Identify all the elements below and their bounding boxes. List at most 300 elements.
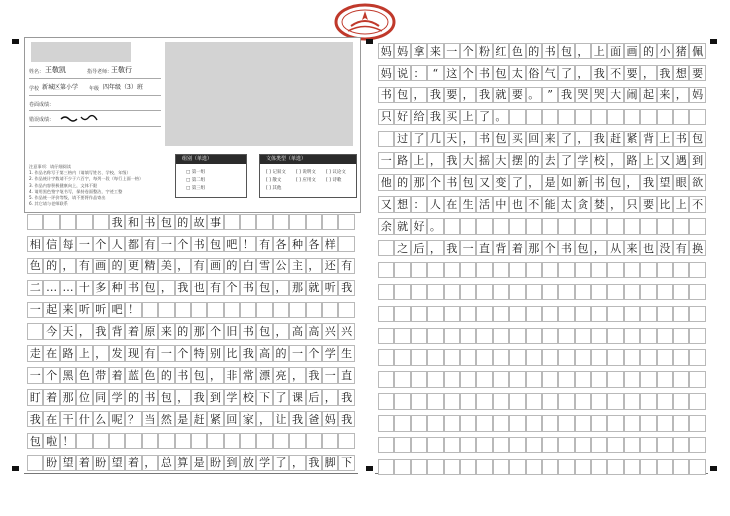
grid-cell (607, 415, 623, 431)
grid-cell: 算 (175, 455, 191, 471)
grid-cell: 婪 (591, 196, 607, 212)
grid-cell: 他 (378, 174, 394, 190)
grid-cell: 直 (338, 367, 354, 383)
grid-cell (460, 218, 476, 234)
grid-cell (591, 349, 607, 365)
grid-cell (60, 214, 76, 230)
grid-cell: 书 (191, 236, 207, 252)
grid-cell (427, 349, 443, 365)
grid-cell: 。 (493, 109, 509, 125)
grid-cell (509, 371, 525, 387)
grid-cell: 上 (657, 131, 673, 147)
right-writing-grid (378, 43, 706, 475)
grid-cell: 包 (158, 389, 174, 405)
grid-cell: ， (460, 87, 476, 103)
grid-cell (657, 218, 673, 234)
grid-cell: 背 (640, 131, 656, 147)
grid-cell: 我 (657, 65, 673, 81)
grid-cell: 课 (289, 389, 305, 405)
grid-cell: 同 (93, 389, 109, 405)
grid-cell: 了 (476, 109, 492, 125)
type-option[interactable]: [ ] 散文 (266, 178, 282, 183)
grid-cell (27, 323, 43, 339)
grid-cell: 爸 (306, 411, 322, 427)
grid-cell: 种 (289, 236, 305, 252)
grid-cell: 我 (109, 214, 125, 230)
grid-cell (689, 262, 705, 278)
grid-cell: 着 (509, 240, 525, 256)
grid-cell: 变 (493, 174, 509, 190)
grid-cell: 来 (542, 131, 558, 147)
grid-cell (427, 262, 443, 278)
grid-cell: 好 (411, 218, 427, 234)
grid-cell (27, 214, 43, 230)
grid-cell: 盼 (93, 455, 109, 471)
grid-cell (476, 371, 492, 387)
grid-cell: 路 (394, 152, 410, 168)
grid-cell: 学 (256, 455, 272, 471)
grid-cell: 包 (158, 214, 174, 230)
grid-cell (657, 109, 673, 125)
grid-cell: 一 (289, 345, 305, 361)
grid-cell (411, 262, 427, 278)
grid-cell (640, 415, 656, 431)
grid-cell: 亮 (273, 367, 289, 383)
grid-cell (558, 371, 574, 387)
grid-cell (607, 284, 623, 300)
grid-cell (460, 459, 476, 475)
registration-mark (710, 466, 717, 471)
grid-cell: 吧 (224, 236, 240, 252)
grid-cell (624, 349, 640, 365)
grid-cell (306, 433, 322, 449)
grid-cell: … (60, 280, 76, 296)
grid-cell: ， (575, 131, 591, 147)
grid-cell (142, 433, 158, 449)
grid-cell: 路 (624, 152, 640, 168)
grid-cell (338, 302, 354, 318)
grid-cell: 我 (306, 455, 322, 471)
grid-cell (273, 433, 289, 449)
group-option[interactable]: □ 第三组 (186, 186, 206, 191)
grid-cell (640, 371, 656, 387)
grid-cell (207, 302, 223, 318)
grid-cell: 太 (558, 196, 574, 212)
grid-cell (191, 433, 207, 449)
grid-cell: 粉 (476, 43, 492, 59)
grid-cell (460, 437, 476, 453)
grid-cell (542, 459, 558, 475)
grid-cell (493, 459, 509, 475)
grid-cell: ， (76, 323, 92, 339)
grid-cell: ， (427, 152, 443, 168)
grid-cell (591, 284, 607, 300)
grid-cell: 有 (673, 240, 689, 256)
grid-cell (411, 459, 427, 475)
grid-cell (444, 371, 460, 387)
grid-cell: 色 (27, 258, 43, 274)
grid-cell: 也 (640, 240, 656, 256)
grid-cell (558, 415, 574, 431)
grid-cell (509, 328, 525, 344)
grid-cell: 一 (378, 152, 394, 168)
grid-cell: 每 (60, 236, 76, 252)
grid-cell: 了 (558, 65, 574, 81)
grid-cell (476, 218, 492, 234)
grid-cell (624, 393, 640, 409)
grid-cell: 个 (175, 236, 191, 252)
grid-cell (460, 306, 476, 322)
grid-cell (427, 415, 443, 431)
grid-cell: 个 (460, 43, 476, 59)
grid-cell: 上 (673, 196, 689, 212)
grid-cell (338, 236, 354, 252)
grid-cell: 要 (509, 87, 525, 103)
grid-cell: 直 (476, 240, 492, 256)
grid-cell: 一 (27, 302, 43, 318)
grid-cell: 别 (207, 345, 223, 361)
grid-cell: 生 (460, 196, 476, 212)
grid-cell: 脚 (322, 455, 338, 471)
grid-cell: 书 (558, 240, 574, 256)
grid-cell (591, 393, 607, 409)
grid-cell: 听 (322, 280, 338, 296)
grid-cell: 来 (427, 43, 443, 59)
grid-cell (689, 284, 705, 300)
grid-cell: 回 (526, 131, 542, 147)
grid-cell: 那 (526, 240, 542, 256)
grid-cell: 大 (607, 87, 623, 103)
grid-cell: 是 (175, 411, 191, 427)
grid-cell (460, 393, 476, 409)
grid-cell: 妈 (394, 43, 410, 59)
grid-cell (640, 328, 656, 344)
grid-cell: ， (306, 258, 322, 274)
grid-cell: 起 (43, 302, 59, 318)
grid-cell: 赶 (191, 411, 207, 427)
grid-cell: 后 (411, 240, 427, 256)
grid-cell (575, 306, 591, 322)
grid-cell (394, 437, 410, 453)
grid-cell: 种 (109, 280, 125, 296)
grid-cell: 拿 (411, 43, 427, 59)
grid-cell: 的 (640, 43, 656, 59)
grid-cell (542, 284, 558, 300)
grid-cell: 天 (60, 323, 76, 339)
grid-cell (575, 459, 591, 475)
grid-cell: 的 (175, 323, 191, 339)
grid-cell (591, 328, 607, 344)
grid-cell (43, 214, 59, 230)
grid-cell (411, 349, 427, 365)
grid-cell (526, 262, 542, 278)
grid-cell: 哭 (575, 87, 591, 103)
grid-cell (657, 459, 673, 475)
grid-cell: 望 (60, 455, 76, 471)
grid-cell (378, 393, 394, 409)
grid-cell (509, 109, 525, 125)
grid-cell: 余 (378, 218, 394, 234)
grid-cell (689, 306, 705, 322)
grid-cell: 又 (476, 174, 492, 190)
grid-cell (394, 415, 410, 431)
school-emblem-logo (334, 2, 396, 42)
grid-cell: 我 (338, 411, 354, 427)
grid-cell: 俗 (526, 65, 542, 81)
grid-cell: 几 (427, 131, 443, 147)
grid-cell: ， (93, 345, 109, 361)
grid-cell: 个 (43, 367, 59, 383)
grid-cell: 我 (427, 87, 443, 103)
grid-cell: 有 (191, 258, 207, 274)
grid-cell (476, 437, 492, 453)
type-option[interactable]: [ ] 说明文 (296, 170, 316, 175)
grid-cell: 上 (411, 152, 427, 168)
grid-cell: 就 (394, 218, 410, 234)
grid-cell: 盼 (207, 455, 223, 471)
grid-cell: 各 (273, 236, 289, 252)
grid-cell (378, 262, 394, 278)
grid-cell: 故 (191, 214, 207, 230)
grid-cell: 上 (76, 345, 92, 361)
grid-cell (427, 459, 443, 475)
grid-cell: 我 (338, 389, 354, 405)
grid-cell: 吧 (109, 302, 125, 318)
grid-cell (542, 328, 558, 344)
grid-cell (591, 306, 607, 322)
grid-cell (224, 433, 240, 449)
grid-cell: 要 (444, 87, 460, 103)
grid-cell: 在 (444, 196, 460, 212)
grid-cell (542, 218, 558, 234)
grid-cell: 学 (109, 389, 125, 405)
grid-cell: 太 (509, 65, 525, 81)
grid-cell: ， (575, 65, 591, 81)
grid-cell: ！ (60, 433, 76, 449)
type-option[interactable]: [ ] 诗歌 (326, 178, 342, 183)
grid-cell: ！ (240, 236, 256, 252)
grid-cell: 背 (493, 240, 509, 256)
grid-cell: 买 (509, 131, 525, 147)
grid-cell: 生 (338, 345, 354, 361)
grid-cell: 非 (224, 367, 240, 383)
grid-cell (493, 415, 509, 431)
grid-cell (444, 218, 460, 234)
grid-cell (558, 393, 574, 409)
grid-cell (673, 218, 689, 234)
grid-cell: 公 (273, 258, 289, 274)
grid-cell (575, 393, 591, 409)
grid-cell (657, 393, 673, 409)
grid-cell (444, 437, 460, 453)
instructions-text: 注意事项：请仔细阅读 1. 作品名称写于第三格内（请填写姓名、学校、年级） 2. 作品统计字数请不少于六百字，每列一段（每行上面一格） 3. 作品内容积极健康向上，文体不限 4. 请用黑色签字笔书写，保持卷面整洁，字迹工整 5. 作品统一评价等级，请不要将作品寄出 6. 其它请与老师联系 (29, 164, 144, 207)
grid-cell: 么 (93, 411, 109, 427)
grid-cell: 望 (109, 455, 125, 471)
grid-cell: 这 (444, 65, 460, 81)
grid-cell: 个 (306, 345, 322, 361)
grid-cell: 贪 (575, 196, 591, 212)
grid-cell: ， (460, 131, 476, 147)
grid-cell (542, 349, 558, 365)
grid-cell: “ (427, 65, 443, 81)
grid-cell: 不 (689, 196, 705, 212)
grid-cell: 哭 (591, 87, 607, 103)
grid-cell: 到 (207, 389, 223, 405)
grid-cell: ， (175, 389, 191, 405)
grid-cell: 包 (142, 280, 158, 296)
grid-cell (575, 109, 591, 125)
grid-cell: 个 (460, 65, 476, 81)
grid-cell (493, 218, 509, 234)
grid-cell (640, 218, 656, 234)
grid-cell (378, 349, 394, 365)
grid-cell: 不 (526, 196, 542, 212)
grid-cell (657, 371, 673, 387)
grid-cell: 我 (427, 109, 443, 125)
grid-cell (394, 306, 410, 322)
grid-cell (256, 302, 272, 318)
redacted-area (165, 42, 353, 146)
grid-cell: 一 (158, 345, 174, 361)
registration-mark (710, 39, 717, 44)
grid-cell: 黑 (60, 367, 76, 383)
grid-cell (476, 328, 492, 344)
grid-cell (526, 218, 542, 234)
group-option[interactable]: □ 第二组 (186, 178, 206, 183)
grid-cell (640, 109, 656, 125)
grid-cell (591, 371, 607, 387)
type-option[interactable]: [ ] 其他 (266, 186, 282, 191)
grid-cell (27, 455, 43, 471)
grid-cell (207, 433, 223, 449)
grid-cell (673, 306, 689, 322)
grid-cell: 活 (476, 196, 492, 212)
grid-cell (689, 437, 705, 453)
grid-cell (624, 109, 640, 125)
grid-cell (640, 262, 656, 278)
grid-cell: 更 (125, 258, 141, 274)
grid-cell: 我 (444, 240, 460, 256)
grid-cell: ” (542, 87, 558, 103)
grid-cell: 摆 (509, 152, 525, 168)
grid-cell (624, 415, 640, 431)
grid-cell: 什 (76, 411, 92, 427)
grid-cell (558, 284, 574, 300)
grid-cell: 之 (394, 240, 410, 256)
grid-cell (493, 306, 509, 322)
grid-cell: 有 (338, 258, 354, 274)
grid-cell: 旧 (224, 323, 240, 339)
grid-cell (607, 109, 623, 125)
grid-cell: 兴 (338, 323, 354, 339)
grid-cell (444, 306, 460, 322)
grid-cell (575, 328, 591, 344)
grid-cell (493, 393, 509, 409)
grid-cell: 又 (378, 196, 394, 212)
grid-cell (509, 393, 525, 409)
grid-cell (542, 306, 558, 322)
grid-cell: 盼 (43, 455, 59, 471)
form-underline (29, 110, 161, 111)
grid-cell: 背 (109, 323, 125, 339)
grid-cell: 校 (591, 152, 607, 168)
grid-cell (657, 437, 673, 453)
grid-cell (624, 459, 640, 475)
grid-cell (640, 437, 656, 453)
grid-cell: 个 (427, 174, 443, 190)
grid-cell: 上 (591, 43, 607, 59)
grid-cell: 要 (689, 65, 705, 81)
grid-cell (575, 437, 591, 453)
grid-cell: 是 (191, 455, 207, 471)
grid-cell: 都 (125, 236, 141, 252)
grid-cell: ， (411, 87, 427, 103)
registration-mark (366, 466, 373, 471)
group-select-box (175, 154, 247, 198)
grid-cell (378, 131, 394, 147)
grid-cell: 起 (640, 87, 656, 103)
grid-cell: 放 (240, 455, 256, 471)
grid-cell (509, 306, 525, 322)
grid-cell: ， (673, 87, 689, 103)
grid-cell (624, 262, 640, 278)
grid-cell (558, 109, 574, 125)
grid-cell: 下 (256, 389, 272, 405)
teacher-label: 指导老师： (87, 69, 113, 75)
type-box-title: 文体类型（单选） (260, 155, 356, 164)
grid-cell (394, 459, 410, 475)
grid-cell: 大 (460, 152, 476, 168)
grid-cell (526, 349, 542, 365)
type-option[interactable]: [ ] 应用文 (296, 178, 316, 183)
grid-cell: 。 (427, 218, 443, 234)
grid-cell (673, 459, 689, 475)
grid-cell (394, 393, 410, 409)
grid-cell: 佩 (689, 43, 705, 59)
grid-cell (542, 262, 558, 278)
grid-cell: 包 (256, 280, 272, 296)
grid-cell: 摇 (476, 152, 492, 168)
grid-cell (427, 306, 443, 322)
grid-cell: ， (289, 367, 305, 383)
grid-cell (476, 284, 492, 300)
grid-cell (240, 214, 256, 230)
grid-cell (558, 437, 574, 453)
grid-cell: 一 (444, 43, 460, 59)
grid-cell: 人 (427, 196, 443, 212)
type-option[interactable]: [ ] 议论文 (326, 170, 346, 175)
grid-cell (394, 328, 410, 344)
grid-cell: 就 (306, 280, 322, 296)
grid-cell (624, 306, 640, 322)
type-option[interactable]: [ ] 记叙文 (266, 170, 286, 175)
grid-cell: 我 (289, 411, 305, 427)
grid-cell (591, 459, 607, 475)
grid-cell (542, 437, 558, 453)
grid-cell (673, 284, 689, 300)
grid-cell: ， (607, 196, 623, 212)
grid-cell (476, 262, 492, 278)
grid-cell: 小 (657, 43, 673, 59)
grid-cell: 妈 (689, 87, 705, 103)
grid-cell (158, 433, 174, 449)
grid-cell: ， (60, 258, 76, 274)
grid-cell (76, 214, 92, 230)
grid-cell: 着 (109, 367, 125, 383)
grid-cell: 现 (125, 345, 141, 361)
group-option[interactable]: □ 第一组 (186, 170, 206, 175)
grid-cell (493, 262, 509, 278)
